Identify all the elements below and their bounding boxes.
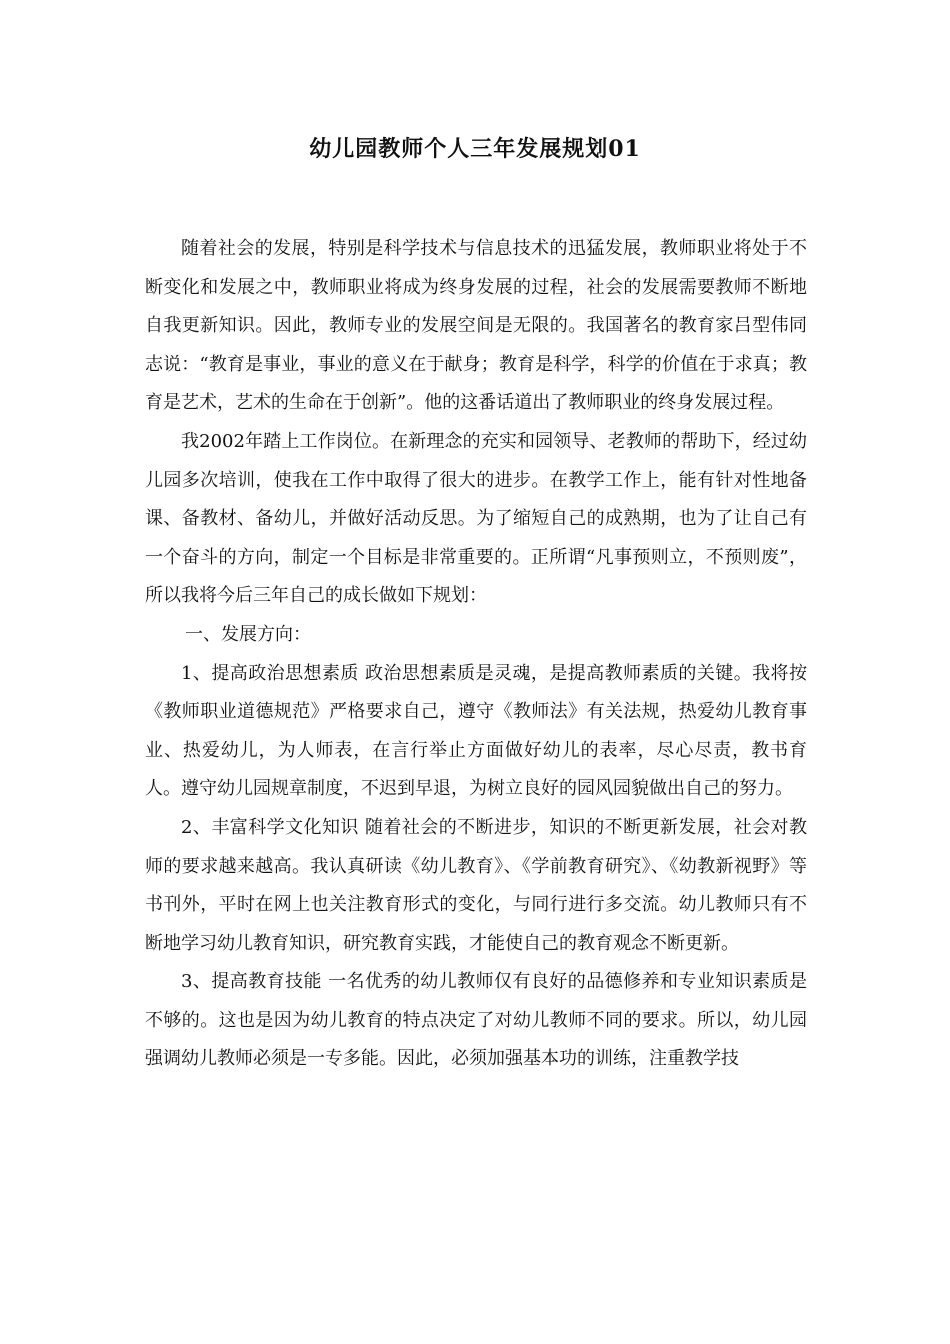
paragraph-item-3: 3、提高教育技能 一名优秀的幼儿教师仅有良好的品德修养和专业知识素质是不够的。这也是因为幼儿教育的特点决定了对幼儿教师不同的要求。所以，幼儿园强调幼儿教师必须是一专多能。因此，必须加强基本功的训练，注重教学技: [145, 971, 807, 1070]
document-body: [145, 230, 807, 1079]
paragraph-intro: 随着社会的发展，特别是科学技术与信息技术的迅猛发展，教师职业将处于不断变化和发展之中，教师职业将成为终身发展的过程，社会的发展需要教师不断地自我更新知识。因此，教师专业的发展空间是无限的。我国著名的教育家吕型伟同志说：“教育是事业，事业的意义在于献身；教育是科学，科学的价值在于求真；教育是艺术，艺术的生命在于创新”。他的这番话道出了教师职业的终身发展过程。: [145, 238, 807, 414]
paragraph-background: 我2002年踏上工作岗位。在新理念的充实和园领导、老教师的帮助下，经过幼儿园多次培训，使我在工作中取得了很大的进步。在教学工作上，能有针对性地备课、备教材、备幼儿，并做好活动反思。为了缩短自己的成熟期，也为了让自己有一个奋斗的方向，制定一个目标是非常重要的。正所谓“凡事预则立，不预则废”，所以我将今后三年自己的成长做如下规划：: [145, 430, 807, 607]
paragraph-item-1: 1、提高政治思想素质 政治思想素质是灵魂，是提高教师素质的关键。我将按《教师职业道德规范》严格要求自己，遵守《教师法》有关法规，热爱幼儿教育事业、热爱幼儿，为人师表，在言行举止方面做好幼儿的表率，尽心尽责，教书育人。遵守幼儿园规章制度，不迟到早退，为树立良好的园风园貌做出自己的努力。: [145, 662, 807, 800]
section-heading-direction: 一、发展方向：: [185, 623, 311, 645]
document-title: 幼儿园教师个人三年发展规划01: [309, 136, 641, 162]
paragraph-item-2: 2、丰富科学文化知识 随着社会的不断进步，知识的不断更新发展，社会对教师的要求越来越高。我认真研读《幼儿教育》、《学前教育研究》、《幼教新视野》等书刊外，平时在网上也关注教育形式的变化，与同行进行多交流。幼儿教师只有不断地学习幼儿教育知识，研究教育实践，才能使自己的教育观念不断更新。: [145, 816, 807, 954]
